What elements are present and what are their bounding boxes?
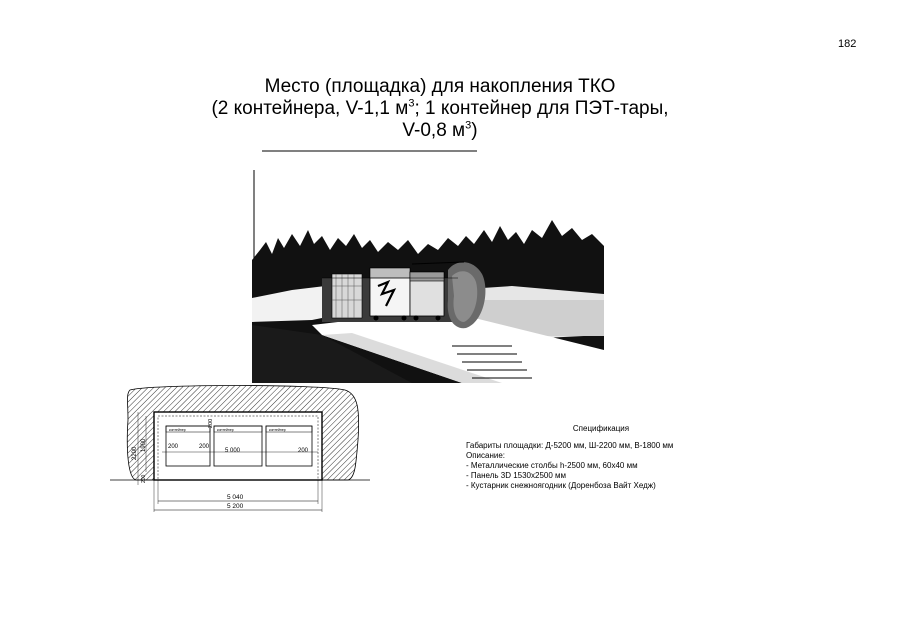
dim-small-left: 200: [141, 474, 147, 483]
container-label-2: контейнер: [217, 428, 234, 432]
title-line-3: V-0,8 $м^3$): [402, 119, 478, 141]
container-label-3: контейнер: [269, 428, 286, 432]
dim-total-width: 5 200: [227, 503, 244, 510]
dim-gap-3: 200: [298, 448, 309, 454]
page-title: [150, 76, 730, 142]
spec-line: - Кустарник снежноягодник (Доренбоза Вайт Хедж): [466, 481, 656, 490]
dim-height-inner: 1900: [141, 438, 147, 452]
spec-line: - Металлические столбы h-2500 мм, 60х40 мм: [466, 461, 638, 470]
spec-line: Габариты площадки: Д-5200 мм, Ш-2200 мм, В-1800 мм: [466, 441, 674, 450]
dim-inner-width: 5 040: [227, 494, 244, 501]
dim-height-outer: 2200: [132, 446, 138, 460]
page-number: 182: [838, 38, 857, 50]
dim-small-vertical: 200: [208, 418, 214, 428]
dim-center: 5 000: [225, 448, 241, 454]
spec-line: Описание:: [466, 451, 506, 460]
specification-title: Спецификация: [572, 424, 630, 433]
site-rendering-image: [252, 150, 604, 383]
title-line-1: Место (площадка) для накопления ТКО: [264, 76, 616, 97]
container-label-1: контейнер: [169, 428, 186, 432]
title-line-2: (2 контейнера, V-1,1 $м^3$; 1 контейнер для ПЭТ-тары,: [211, 97, 669, 119]
dim-gap-1: 200: [168, 444, 179, 450]
dim-gap-2: 200: [199, 444, 210, 450]
specification-lines: [466, 441, 673, 491]
spec-line: - Панель 3D 1530х2500 мм: [466, 471, 567, 480]
site-plan-drawing: [110, 380, 370, 515]
